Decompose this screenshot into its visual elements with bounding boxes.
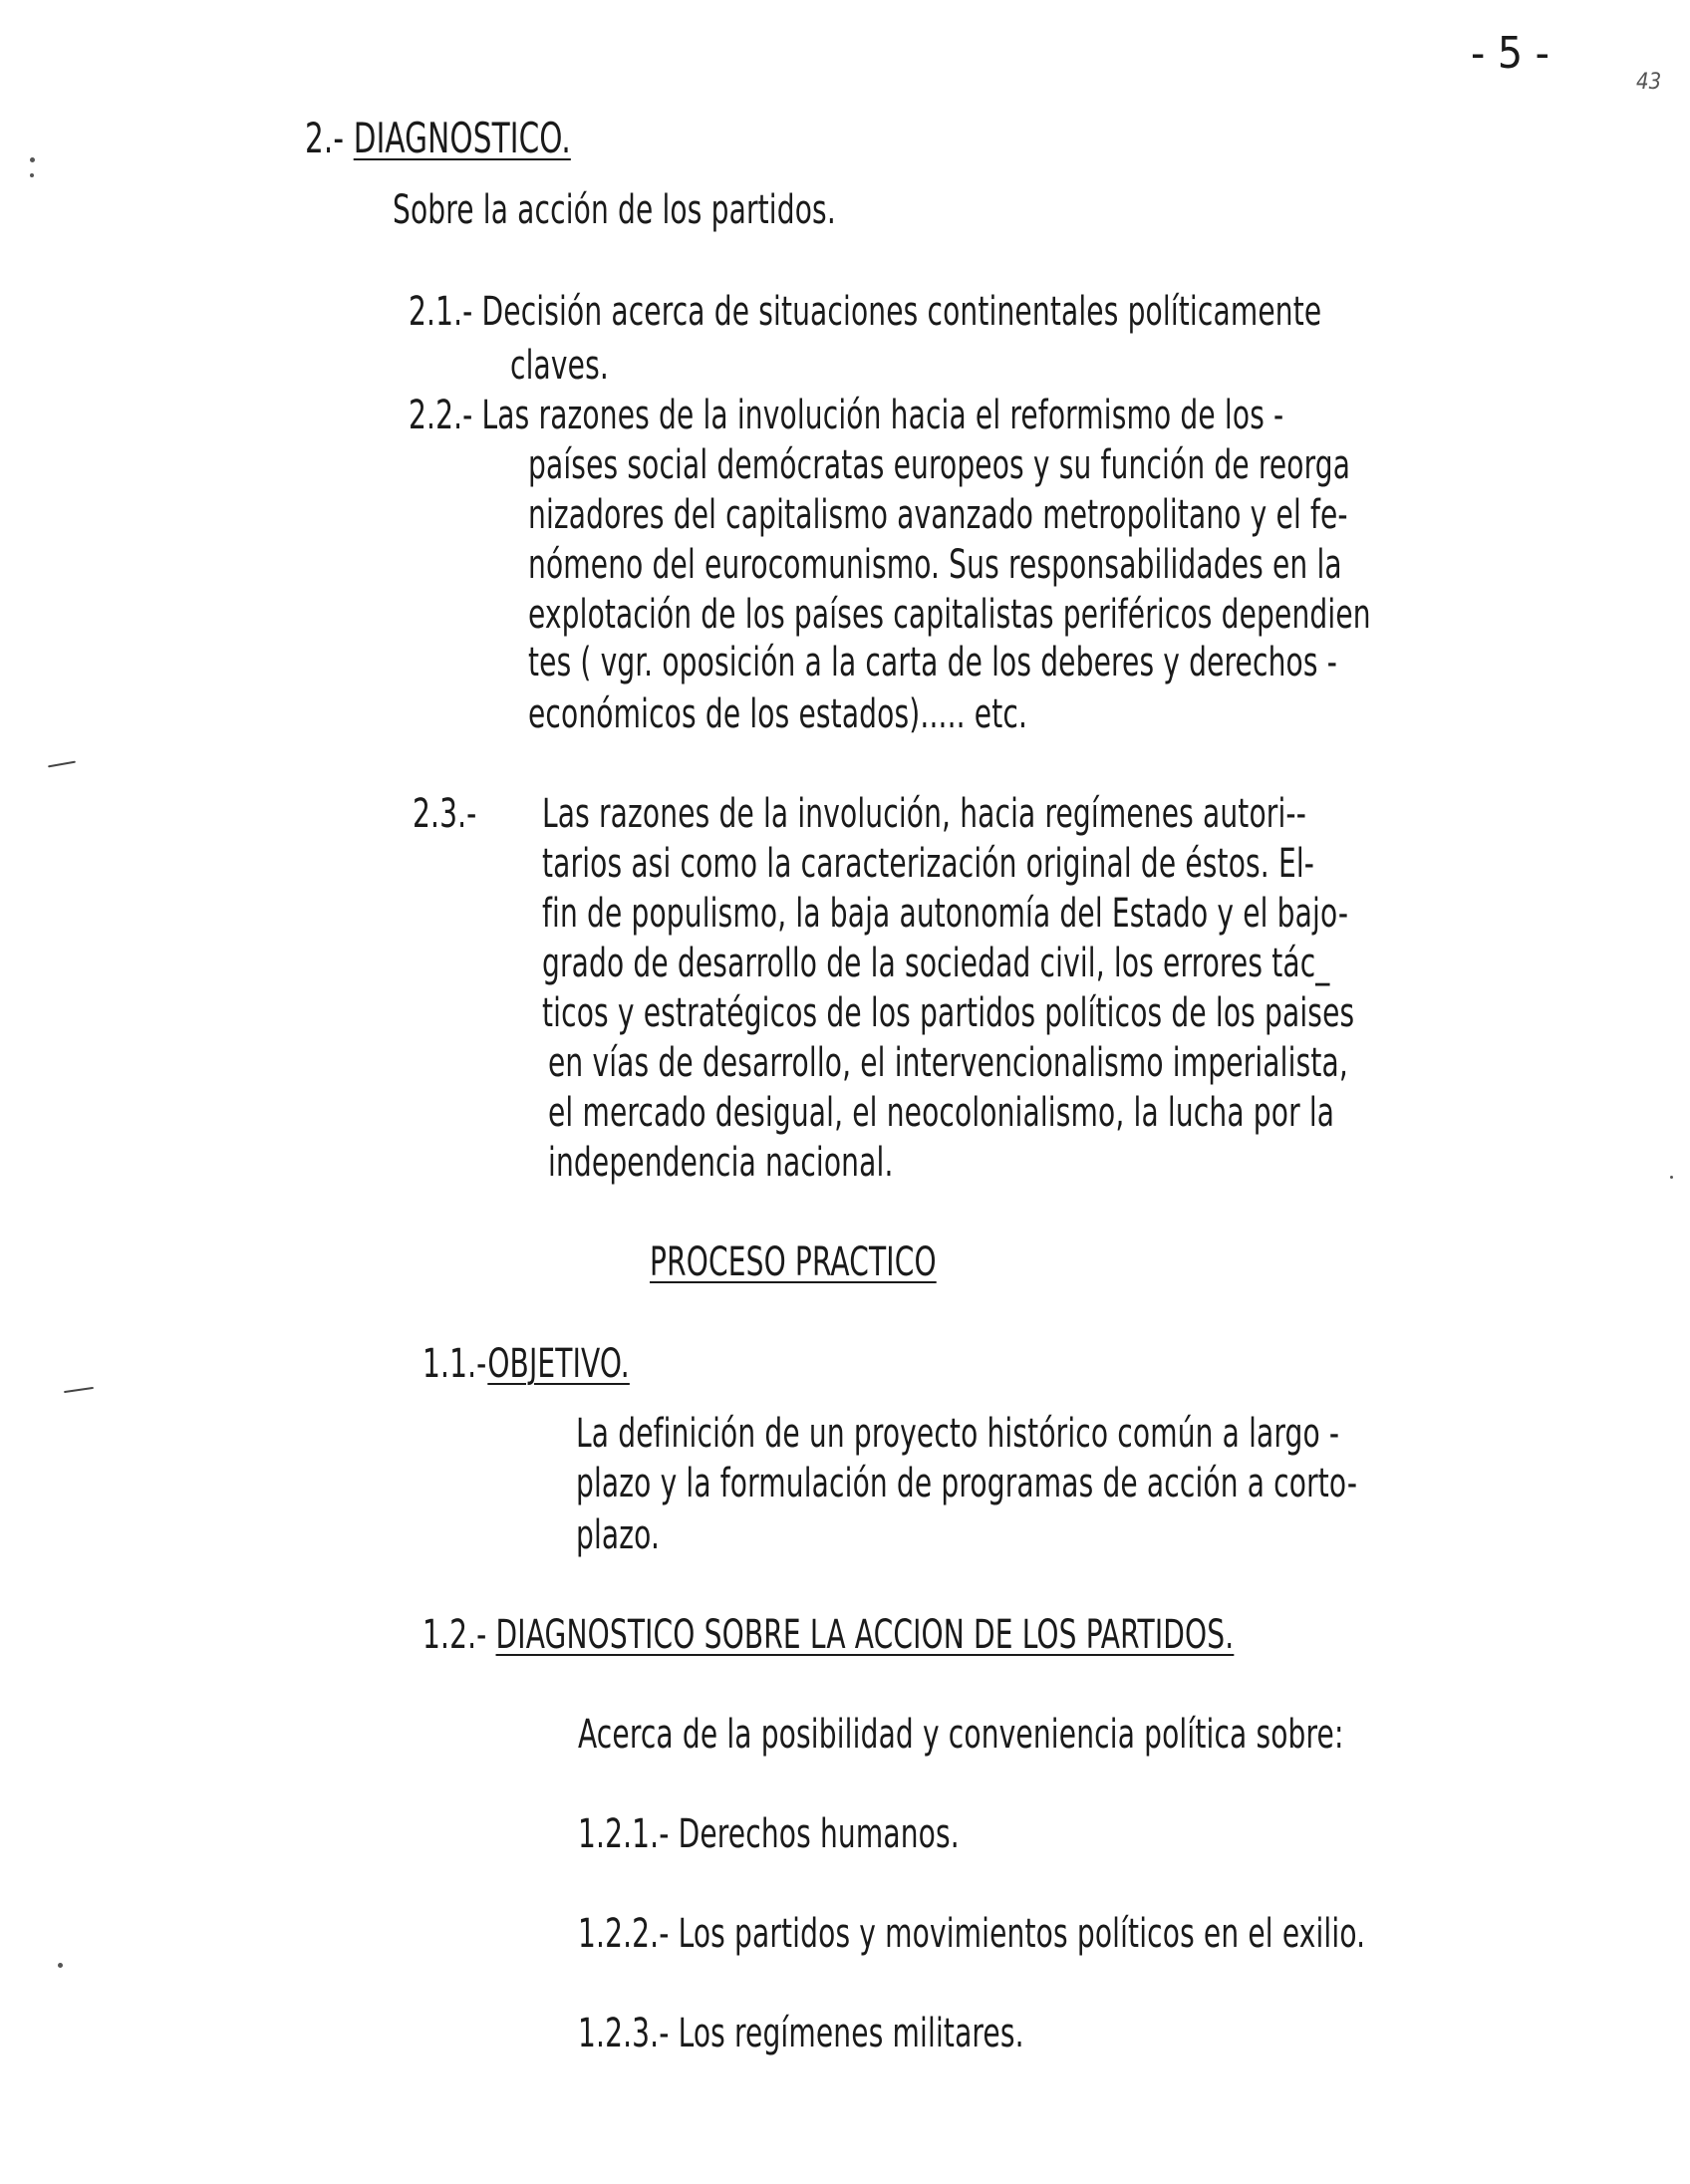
item-2-1-line-2: claves. — [510, 343, 609, 389]
item-1-1-heading: OBJETIVO. — [487, 1341, 630, 1387]
item-2-3-line-7: el mercado desigual, el neocolonialismo, la lucha por la — [548, 1090, 1335, 1136]
item-1-2-heading-row — [422, 1612, 1234, 1658]
section-heading — [305, 116, 571, 161]
item-2-3-number: 2.3.- — [413, 791, 477, 837]
item-1-1-body-line-1: La definición de un proyecto histórico común a largo - — [576, 1411, 1340, 1457]
item-2-3-line-8: independencia nacional. — [548, 1140, 894, 1186]
item-1-2-intro: Acerca de la posibilidad y conveniencia política sobre: — [578, 1712, 1344, 1758]
item-1-1-heading-row — [422, 1341, 630, 1387]
item-2-2-line-5: explotación de los países capitalistas periféricos dependien — [528, 592, 1371, 638]
item-2-2-line-6: tes ( vgr. oposición a la carta de los deberes y derechos - — [528, 640, 1337, 685]
scan-mark — [64, 1387, 94, 1393]
item-2-2-line-7: económicos de los estados)..... etc. — [528, 691, 1028, 737]
page-number: - 5 - — [1471, 28, 1549, 79]
item-2-3-line-4: grado de desarrollo de la sociedad civil, los errores tác_ — [542, 941, 1330, 986]
subitem-1-2-3: 1.2.3.- Los regímenes militares. — [578, 2011, 1024, 2056]
scan-mark — [48, 761, 76, 768]
scan-speck — [1670, 1176, 1673, 1179]
item-2-3-line-5: ticos y estratégicos de los partidos políticos de los paises — [542, 990, 1355, 1036]
subitem-1-2-2: 1.2.2.- Los partidos y movimientos políticos en el exilio. — [578, 1911, 1366, 1957]
proceso-heading: PROCESO PRACTICO — [650, 1239, 937, 1285]
item-1-2-heading: DIAGNOSTICO SOBRE LA ACCION DE LOS PARTIDOS. — [495, 1612, 1235, 1658]
archive-stamp: 43 — [1636, 70, 1662, 95]
item-1-1-body-line-3: plazo. — [576, 1512, 661, 1558]
subitem-1-2-1: 1.2.1.- Derechos humanos. — [578, 1811, 960, 1857]
item-1-1-number: 1.1.- — [422, 1341, 488, 1387]
item-1-1-body-line-2: plazo y la formulación de programas de acción a corto- — [576, 1461, 1358, 1506]
scan-speck — [58, 1963, 63, 1968]
item-2-2-line-1: 2.2.- Las razones de la involución hacia el reformismo de los - — [409, 393, 1284, 438]
item-2-3-line-6: en vías de desarrollo, el intervencionalismo imperialista, — [548, 1040, 1348, 1086]
section-heading-title: DIAGNOSTICO. — [353, 114, 571, 162]
item-2-2-line-2: países social demócratas europeos y su función de reorga — [528, 442, 1351, 488]
scan-speck — [30, 157, 35, 162]
section-intro: Sobre la acción de los partidos. — [393, 187, 836, 233]
section-heading-number: 2.- — [305, 114, 354, 162]
item-2-2-line-3: nizadores del capitalismo avanzado metropolitano y el fe- — [528, 492, 1348, 538]
item-2-1-line-1: 2.1.- Decisión acerca de situaciones continentales políticamente — [409, 289, 1322, 335]
item-2-2-line-4: nómeno del eurocomunismo. Sus responsabilidades en la — [528, 542, 1342, 588]
item-1-2-number: 1.2.- — [422, 1612, 487, 1658]
item-2-3-line-2: tarios asi como la caracterización original de éstos. El- — [542, 841, 1315, 887]
scan-speck — [30, 173, 34, 177]
item-2-3-line-3: fin de populismo, la baja autonomía del Estado y el bajo- — [542, 891, 1349, 937]
item-2-3-line-1: Las razones de la involución, hacia regímenes autori-- — [542, 791, 1307, 837]
